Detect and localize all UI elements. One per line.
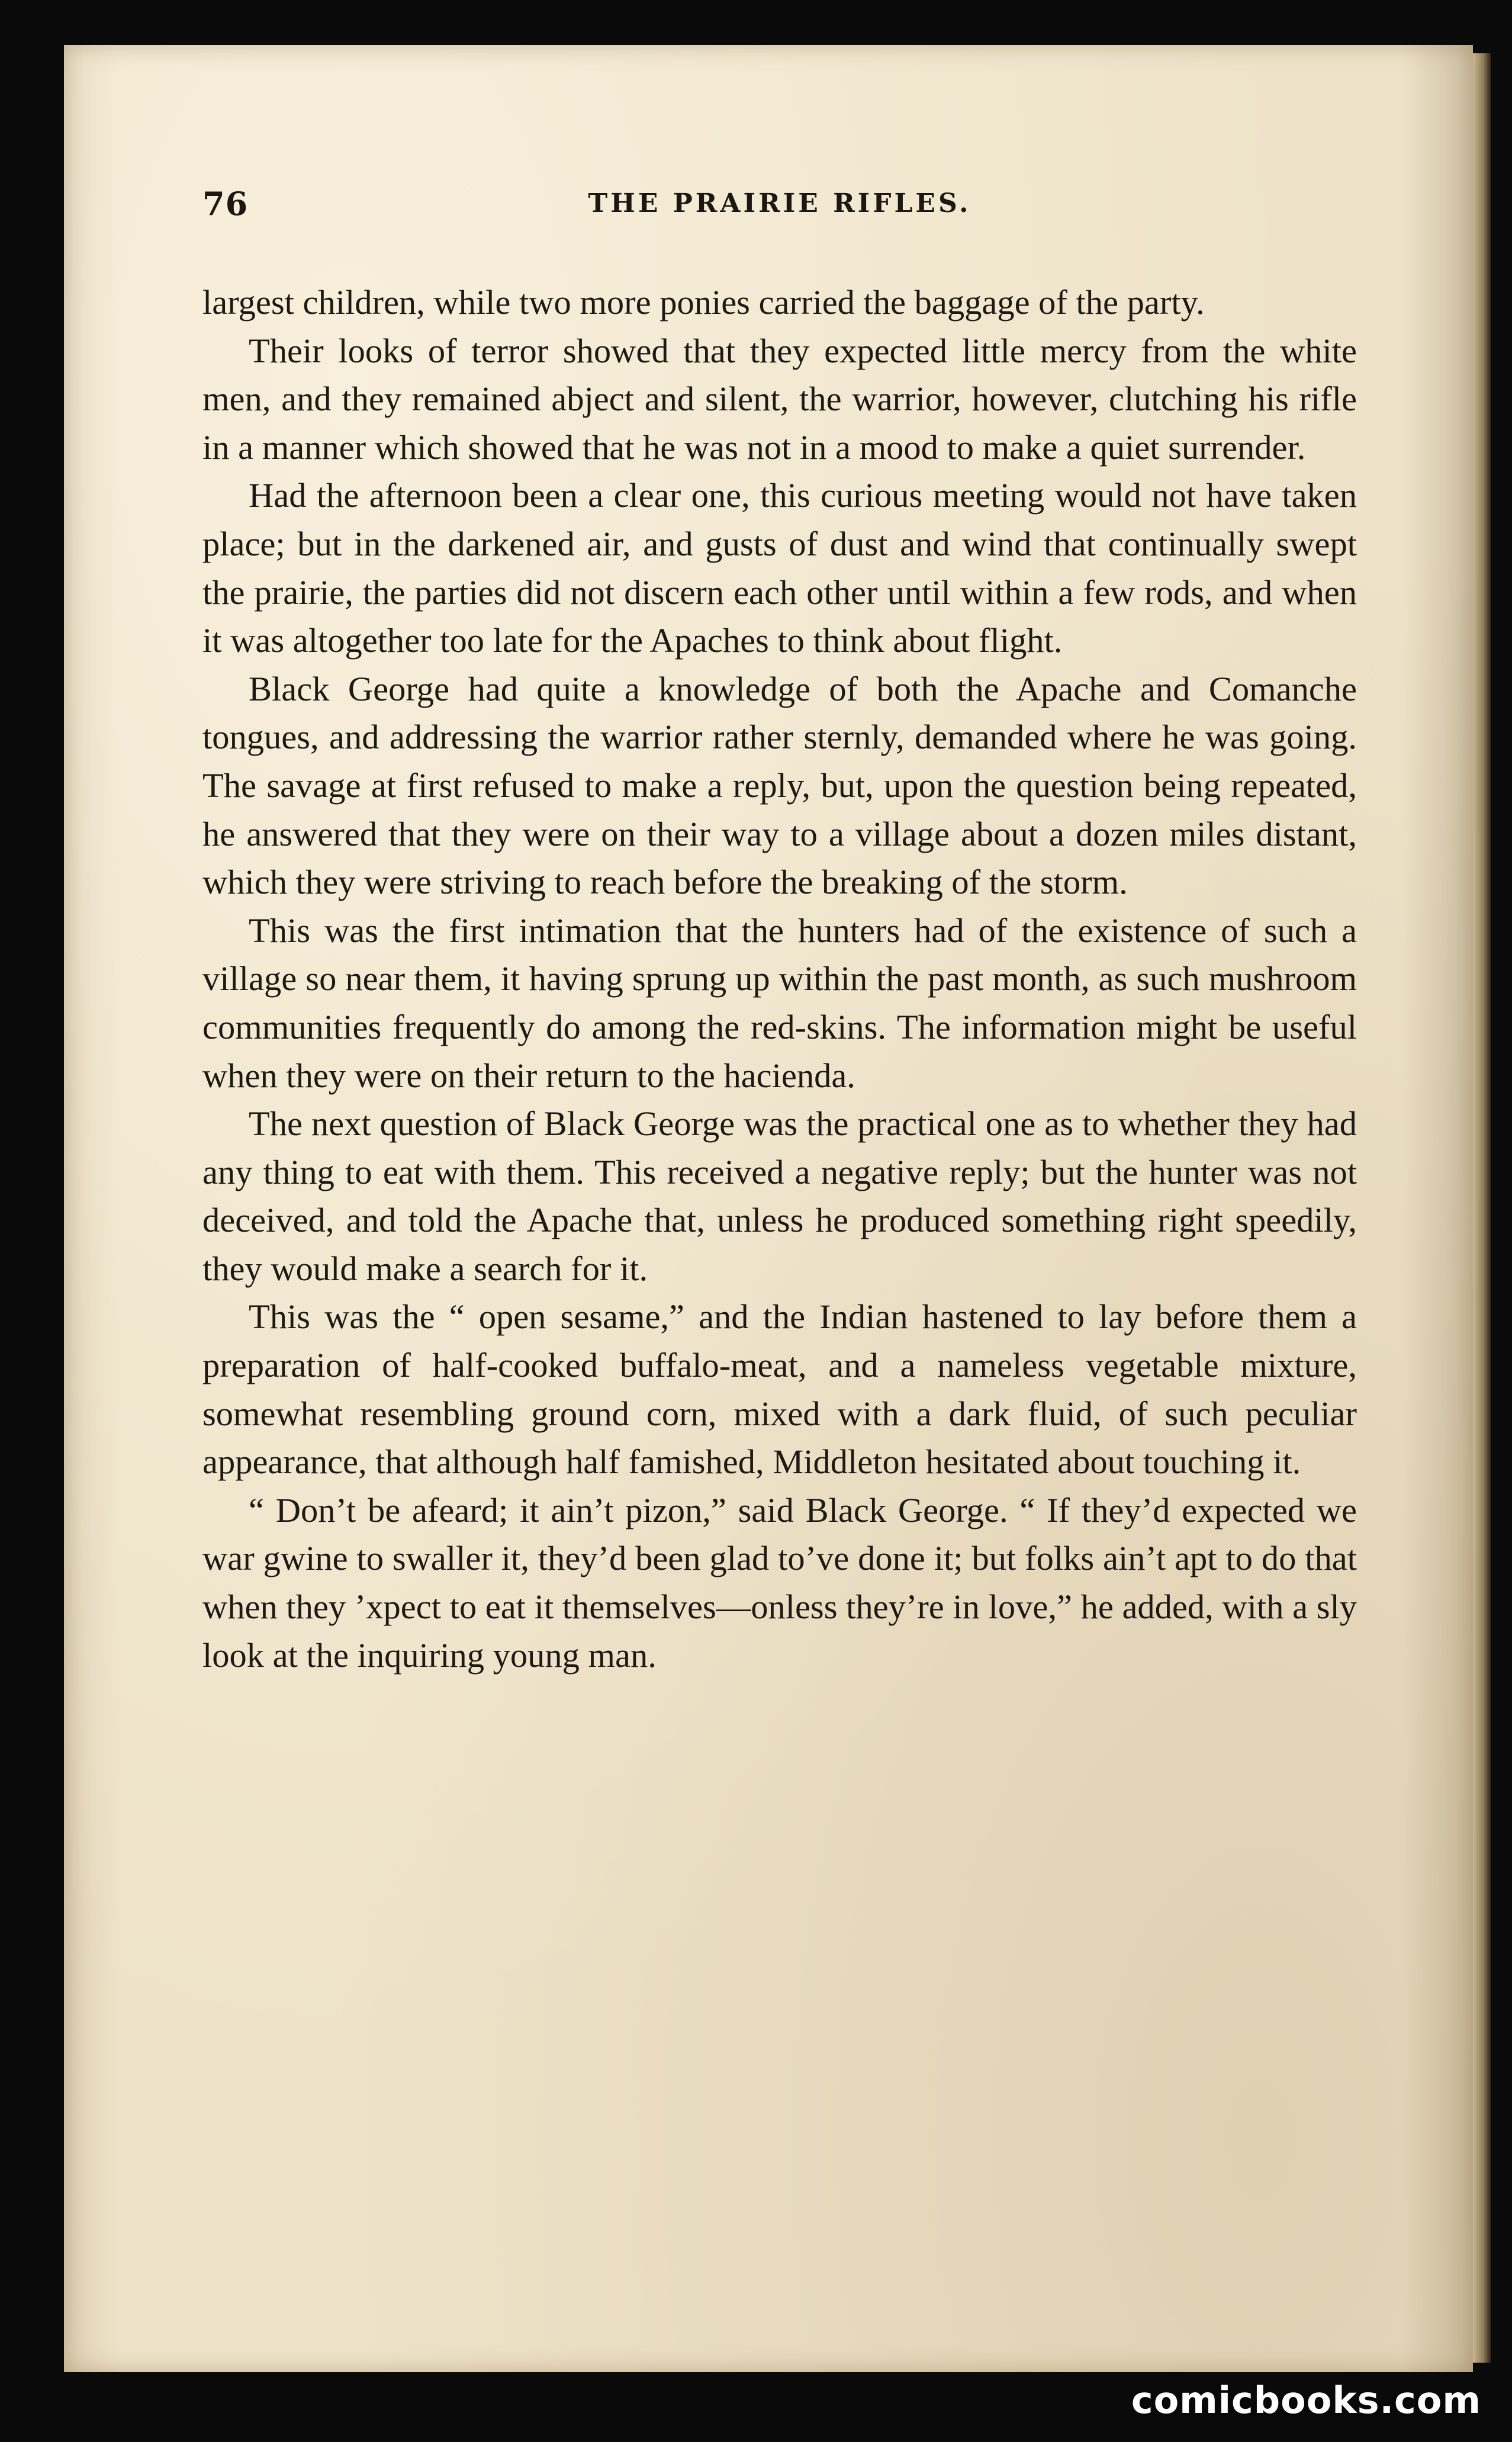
running-head: THE PRAIRIE RIFLES.: [588, 188, 971, 219]
page-header: [202, 185, 1357, 226]
body-text: [202, 278, 1357, 1679]
paragraph: Had the afternoon been a clear one, this curious meeting would not have taken place; but in the darkened air, and gusts of dust and wind that continually swept the prairie, the parties did not discern each other until within a few rods, and when it was altogether too late for the Apaches to think about flight.: [202, 476, 1357, 660]
paragraph: The next question of Black George was the practical one as to whether they had any thing to eat with them. This received a negative reply; but the hunter was not deceived, and told the Apache that, unless he produced something right speedily, they would make a search for it.: [202, 1104, 1357, 1288]
paragraph: “ Don’t be afeard; it ain’t pizon,” said Black George. “ If they’d expected we war gwine to swaller it, they’d been glad to’ve done it; but folks ain’t apt to do that when they ’xpect to eat it themselves—onless they’re in love,” he added, with a sly look at the inquiring young man.: [202, 1490, 1357, 1675]
paragraph-continued: largest children, while two more ponies carried the baggage of the party.: [202, 283, 1205, 322]
page-number: 76: [202, 185, 249, 223]
paragraph: This was the first intimation that the hunters had of the existence of such a village so near them, it having sprung up within the past month, as such mushroom communities frequently do among the red-skins. The information might be useful when they were on their return to the hacienda.: [202, 911, 1357, 1095]
site-watermark: comicbooks.com: [1131, 2379, 1481, 2422]
page-edge: [1473, 53, 1491, 2363]
paragraph: This was the “ open sesame,” and the Indian hastened to lay before them a preparation of half-cooked buffalo-meat, and a nameless vegetable mixture, somewhat resembling ground corn, mixed with a dark fluid, of such peculiar appearance, that although half famished, Middleton hesitated about touching it.: [202, 1297, 1357, 1482]
paragraph: Their looks of terror showed that they expected little mercy from the white men, and they remained abject and silent, the warrior, however, clutching his rifle in a manner which showed that he was not in a mood to make a quiet surrender.: [202, 331, 1357, 467]
paragraph: Black George had quite a knowledge of both the Apache and Comanche tongues, and addressing the warrior rather sternly, demanded where he was going. The savage at first refused to make a reply, but, upon the question being repeated, he answered that they were on their way to a village about a dozen miles distant, which they were striving to reach before the breaking of the storm.: [202, 669, 1357, 902]
